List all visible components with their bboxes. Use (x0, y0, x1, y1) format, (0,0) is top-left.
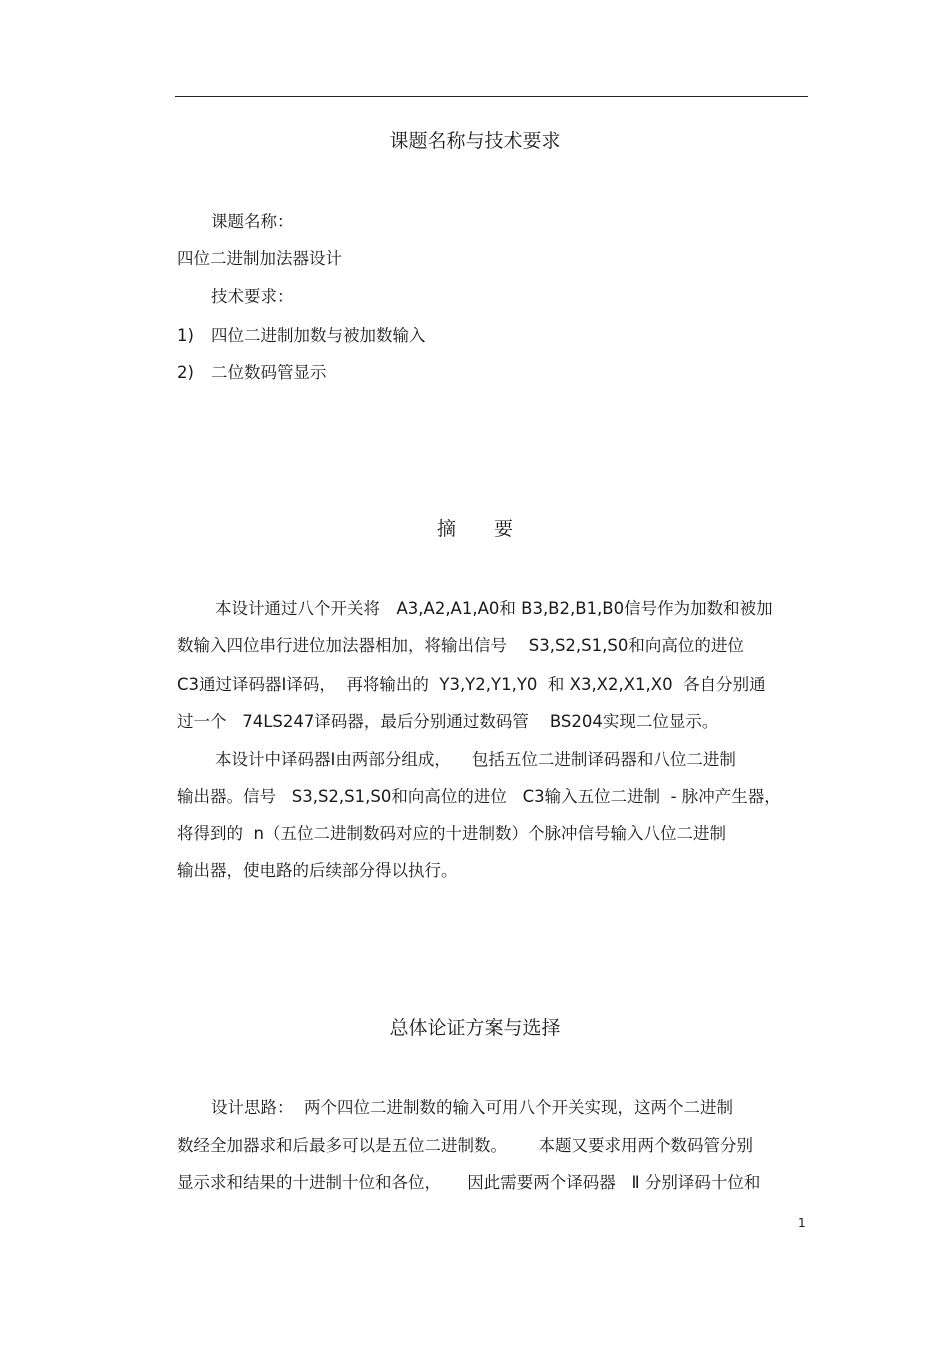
design-line: 设计思路： 两个四位二进制数的输入可用八个开关实现，这两个二进制 (211, 1098, 733, 1117)
tech-label: 技术要求： (211, 287, 294, 306)
abstract-line: C3通过译码器Ⅰ译码， 再将输出的 Y3,Y2,Y1,Y0 和 X3,X2,X1,X0 各自分别通 (177, 675, 766, 694)
abstract-line: 数输入四位串行进位加法器相加，将输出信号 S3,S2,S1,S0和向高位的进位 (177, 636, 744, 655)
abstract-line: 本设计中译码器Ⅰ由两部分组成， 包括五位二进制译码器和八位二进制 (215, 750, 736, 769)
page-number: 1 (798, 1216, 806, 1230)
design-line: 数经全加器求和后最多可以是五位二进制数。 本题又要求用两个数码管分别 (177, 1136, 753, 1155)
list-item-number: 1) (177, 326, 194, 345)
abstract-line: 过一个 74LS247译码器，最后分别通过数码管 BS204实现二位显示。 (177, 712, 719, 731)
abstract-line: 将得到的 n（五位二进制数码对应的十进制数）个脉冲信号输入八位二进制 (177, 824, 726, 843)
topic-value: 四位二进制加法器设计 (177, 249, 342, 268)
section-title-topic: 课题名称与技术要求 (389, 130, 561, 152)
abstract-line: 输出器。信号 S3,S2,S1,S0和向高位的进位 C3输入五位二进制 - 脉冲产生器， (177, 787, 781, 806)
section-title-abstract: 摘 要 (436, 518, 513, 540)
list-item: 二位数码管显示 (211, 363, 327, 382)
design-line: 显示求和结果的十进制十位和各位， 因此需要两个译码器 Ⅱ 分别译码十位和 (177, 1173, 761, 1192)
topic-label: 课题名称： (211, 212, 294, 231)
abstract-line: 输出器，使电路的后续部分得以执行。 (177, 861, 458, 880)
abstract-line: 本设计通过八个开关将 A3,A2,A1,A0和 B3,B2,B1,B0信号作为加数和被加 (215, 599, 773, 618)
list-item: 四位二进制加数与被加数输入 (211, 326, 426, 345)
list-item-number: 2) (177, 363, 194, 382)
section-title-design: 总体论证方案与选择 (389, 1017, 561, 1039)
header-rule (175, 96, 808, 97)
